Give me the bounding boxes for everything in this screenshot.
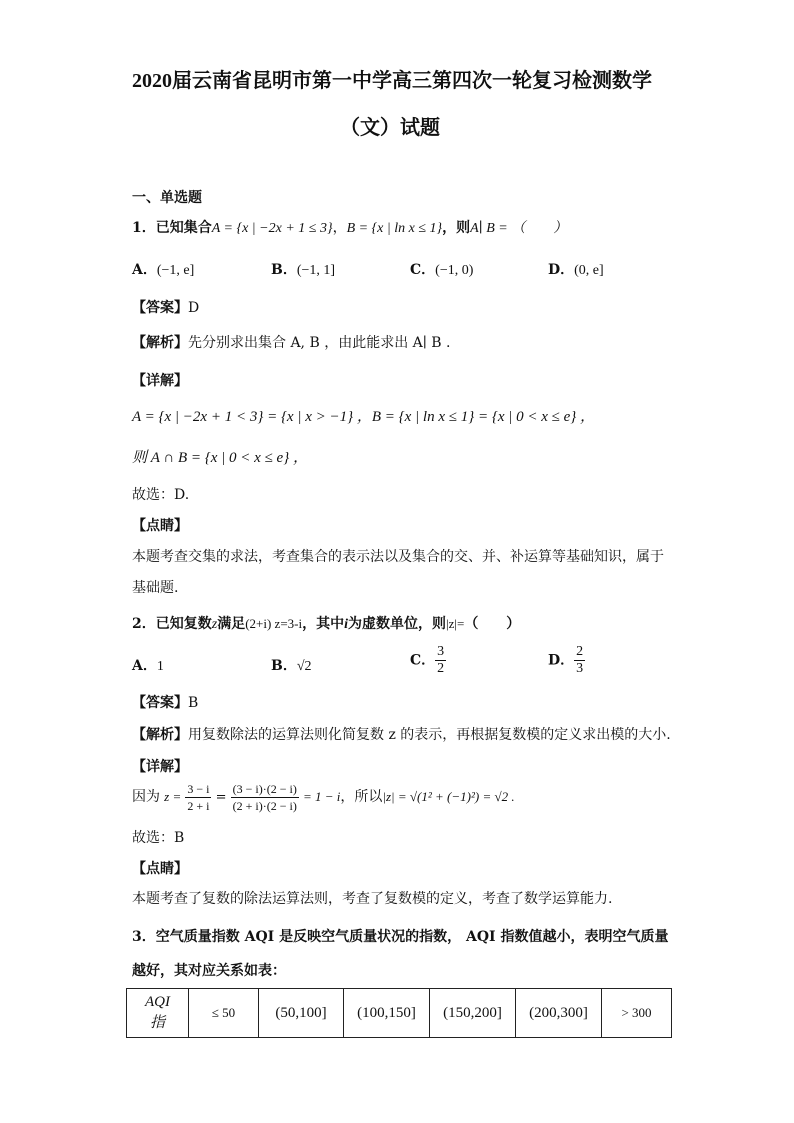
analysis-row: 【解析】先分别求出集合 A, B ，由此能求出 A∣ B . — [132, 335, 451, 351]
choose-line: 故选：B — [132, 830, 185, 846]
review-tag: 【点睛】 — [132, 861, 188, 877]
detail-line-1: A = {x | −2x + 1 < 3} = {x | x > −1} ，B = {x | ln x ≤ 1} = {x | 0 < x ≤ e} ， — [132, 409, 596, 425]
detail-line: 因为 z = $\frac{3 - i}{2 + i}$ = $\frac{(3 - i)\cdot(2 - i)}{(2 + i)\cdot(2 - i)}$ = 1 − i，所以|z| = √(1² + (−1)²) = √2 . — [132, 782, 515, 813]
set-b: B = {x | ln x ≤ 1} — [346, 221, 443, 236]
detail-tag: 【详解】 — [132, 759, 188, 775]
question-1-stem — [132, 217, 567, 237]
review-line: 本题考查了复数的除法运算法则，考查了复数模的定义，考查了数学运算能力. — [132, 891, 613, 907]
question-ask: A∣ B = （ ） — [470, 221, 568, 236]
question-number: 1． — [132, 220, 156, 236]
question-3-line-1: 3．空气质量指数 AQI 是反映空气质量状况的指数， AQI 指数值越小，表明空气质量 — [132, 929, 669, 945]
table-cell: (50,100] — [259, 989, 344, 1038]
question-3-line-2: 越好，其对应关系如表： — [132, 963, 286, 979]
option-d: D． $\frac{2}{3}$ — [548, 644, 584, 676]
analysis-row: 【解析】用复数除法的运算法则化简复数 z 的表示，再根据复数模的定义求出模的大小. — [132, 727, 671, 743]
table-cell: (150,200] — [430, 989, 516, 1038]
option-b: B．√2 — [271, 658, 312, 674]
option-c: C． $\frac{3}{2}$ — [410, 644, 445, 676]
question-2-stem: 2．已知复数z满足(2+i) z=3-i，其中i为虚数单位，则|z|=（ ） — [132, 616, 521, 632]
table-cell: ≤ 50 — [189, 989, 259, 1038]
title-line-2: （文）试题 — [340, 117, 440, 139]
aqi-table — [126, 988, 672, 1038]
question-text: 已知集合 — [155, 220, 212, 236]
review-tag: 【点睛】 — [132, 518, 188, 534]
table-cell: (100,150] — [344, 989, 430, 1038]
option-c: C．(−1, 0) — [410, 262, 474, 278]
table-cell: AQI 指 — [127, 989, 189, 1038]
option-b: B．(−1, 1] — [271, 262, 336, 278]
title-line-1: 2020届云南省昆明市第一中学高三第四次一轮复习检测数学 — [132, 70, 652, 92]
set-a: A = {x | −2x + 1 ≤ 3} — [211, 221, 333, 236]
review-line-1: 本题考查交集的求法，考查集合的表示法以及集合的交、并、补运算等基础知识，属于 — [132, 549, 664, 565]
table-row — [127, 989, 672, 1038]
section-heading: 一、单选题 — [132, 190, 202, 206]
choose-line: 故选：D. — [132, 487, 190, 503]
detail-tag: 【详解】 — [132, 373, 188, 389]
table-cell: (200,300] — [516, 989, 602, 1038]
answer-row: 【答案】D — [132, 300, 200, 316]
question-text: ，则 — [442, 220, 471, 236]
option-a: A．1 — [132, 658, 164, 674]
option-d: D．(0, e] — [548, 262, 604, 278]
answer-row: 【答案】B — [132, 695, 199, 711]
option-a: A．(−1, e] — [132, 262, 195, 278]
table-cell: > 300 — [602, 989, 672, 1038]
detail-line-2: 则 A ∩ B = {x | 0 < x ≤ e} ， — [132, 450, 308, 466]
review-line-2: 基础题. — [132, 580, 179, 596]
separator: ， — [332, 220, 347, 236]
